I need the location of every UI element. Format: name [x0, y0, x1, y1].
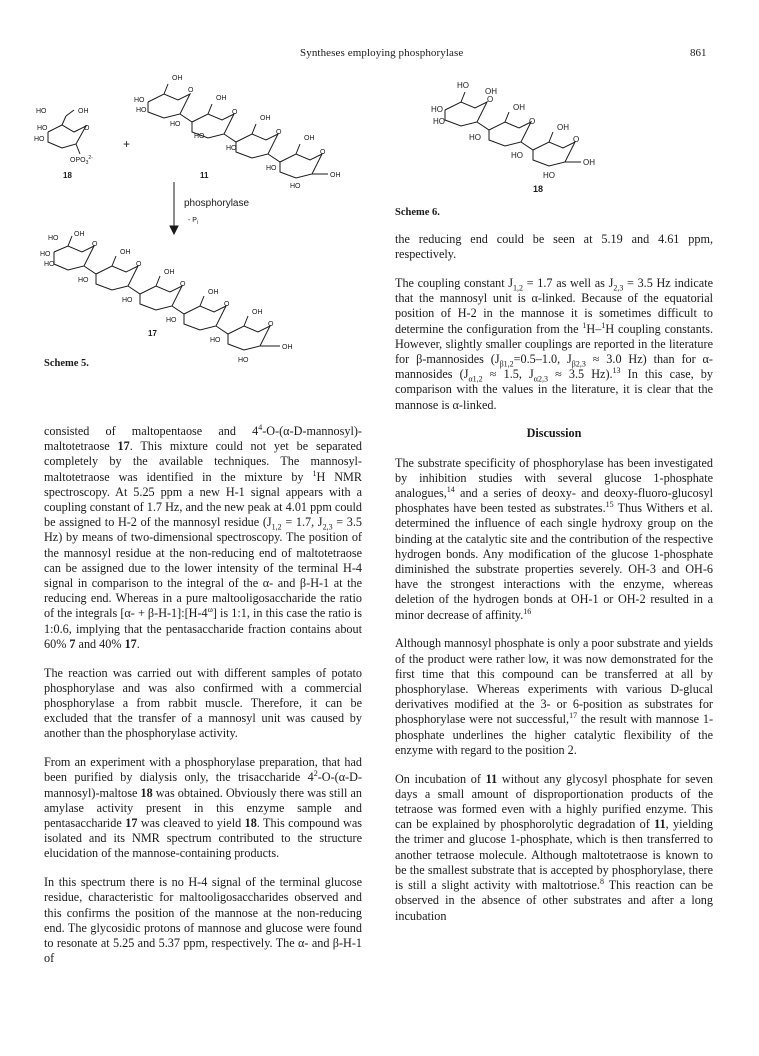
right-paragraph-2: The coupling constant $J_{1,2} = 1.7$ as well as $J_{2,3} = 3.5$ Hz indicate that the mannosyl unit is α-linked. Because of the equatorial position of H-2 in the mannose it is sometimes difficult to determine the configuration from the $^1$H–$^1$H coupling constants. However, slightly smaller couplings are reported in the literature for β-mannosides ($J_{\beta 1,2}=0.5-1.0$, $J_{\beta 2,3} \approx 3.0$ Hz) than for α-mannosides ($J_{\alpha 1,2} \approx 1.5$, $J_{\alpha 2,3} \approx 3.5$ Hz).$^{13}$ In this case, by comparison with the values in the literature, it is clear that the mannose is α-linked.: [395, 276, 713, 412]
compound-label-18: 18: [63, 171, 72, 180]
svg-text:HO: HO: [134, 97, 145, 104]
scheme5-caption: Scheme 5.: [44, 358, 89, 369]
svg-text:OH: OH: [330, 172, 341, 179]
svg-text:O: O: [320, 149, 326, 156]
svg-text:HO: HO: [48, 235, 59, 242]
compound-label-17: 17: [148, 329, 157, 338]
scheme6-caption: Scheme 6.: [395, 207, 440, 218]
svg-text:HO: HO: [210, 337, 221, 344]
svg-text:O: O: [188, 87, 194, 94]
svg-text:OH: OH: [74, 231, 85, 238]
svg-text:OH: OH: [513, 103, 525, 112]
svg-text:OH: OH: [164, 269, 175, 276]
svg-text:O: O: [573, 135, 580, 144]
svg-text:HO: HO: [36, 108, 47, 115]
svg-text:O: O: [232, 109, 238, 116]
running-header: Syntheses employing phosphorylase: [300, 47, 464, 59]
svg-text:OH: OH: [252, 309, 263, 316]
svg-text:HO: HO: [37, 125, 48, 132]
mannose-phosphate-structure: [34, 108, 93, 180]
svg-text:O: O: [268, 321, 274, 328]
svg-text:HO: HO: [238, 357, 249, 364]
svg-text:HO: HO: [170, 121, 181, 128]
svg-text:phosphorylase: phosphorylase: [184, 198, 250, 209]
left-paragraph-1: consisted of maltopentaose and $4^4-O-(\alpha-D-mannosyl)$-maltotetraose 17. This mixture could not yet be separated completely by the available techniques. The mannosyl-maltotetraose was identified in the mixture by $^1$H NMR spectroscopy. At 5.25 ppm a new H-1 signal appears with a coupling constant of 1.7 Hz, and the new peak at 4.01 ppm could be assigned to H-2 of the mannosyl residue ($J_{1,2} = 1.7$, $J_{2,3} = 3.5$ Hz) by means of two-dimensional spectroscopy. The position of the mannosyl residue at the non-reducing end of maltotetraose can be assigned due to the lower intensity of the terminal H-4 signal in comparison to the integral of the α- and β-H-1 at the reducing end. Whereas in a pure maltooligosaccharide the ratio of the integrals $[\alpha- + \beta-H-1]:[H-4^\omega]$ is 1:1, in this case the ratio is 1:0.6, implying that the pentasaccharide fraction contains about 60% 7 and 40% 17.: [44, 422, 362, 651]
svg-text:HO: HO: [34, 136, 45, 143]
right-paragraph-4: Although mannosyl phosphate is only a poor substrate and yields of the product were rather low, it was now demonstrated for the first time that this compound can be transferred at all by phosphorylase. Whereas experiments with various D-glucal derivatives modified at the 3- or 6-position as substrates for phosphorylase were not successful,$^{17}$ the result with mannose 1-phosphate underlines the higher catalytic flexibility of the enzyme with regard to the position 2.: [395, 636, 714, 757]
left-column: [44, 424, 362, 980]
svg-text:O: O: [84, 125, 90, 132]
svg-text:- Pi: - $P_i$: [188, 217, 199, 226]
svg-text:OH: OH: [172, 75, 183, 82]
svg-text:HO: HO: [40, 251, 51, 258]
svg-text:HO: HO: [226, 145, 237, 152]
scheme6-compound-label: 18: [533, 184, 544, 194]
svg-text:HO: HO: [469, 133, 481, 142]
svg-text:OH: OH: [78, 108, 89, 115]
svg-text:HO: HO: [166, 317, 177, 324]
right-paragraph-3: The substrate specificity of phosphorylase has been investigated by inhibition studies with several glucose 1-phosphate analogues,$^{14}$ and a series of deoxy- and deoxy-fluoro-glucosyl phosphates have been tested as substrates.$^{15}$ Thus Withers et al. determined the influence of each single hydroxy group on the binding at the catalytic site and the contribution of the respective hydrogen bonds. Any modification of the glucose 1-phosphate diminished the substrate properties severely. OH-3 and OH-6 have the strongest interactions with the enzyme, whereas deletion of the hydrogen bonds at OH-1 or OH-2 resulted in a minor decrease of affinity.$^{16}$: [395, 455, 713, 622]
left-paragraph-4: In this spectrum there is no H-4 signal of the terminal glucose residue, characteristic for maltooligosaccharides observed and this confirms the position of the mannose at the non-reducing end. The glycosidic protons of mannose and glucose were found to resonate at 5.25 and 5.37 ppm, respectively. The α- and β-H-1 of: [44, 875, 362, 966]
svg-text:OH: OH: [282, 344, 293, 351]
right-paragraph-1: the reducing end could be seen at 5.19 and 4.61 ppm, respectively.: [395, 232, 713, 262]
svg-text:OPO32-: $OPO_3^{2-}$: [70, 155, 93, 166]
svg-text:HO: HO: [136, 107, 147, 114]
svg-text:HO: HO: [511, 151, 523, 160]
pentasaccharide-structure: [40, 231, 293, 364]
svg-text:O: O: [529, 117, 536, 126]
svg-text:OH: OH: [120, 249, 131, 256]
reaction-arrow: [170, 182, 249, 234]
maltotetraose-structure: [134, 75, 341, 190]
svg-text:O: O: [224, 301, 230, 308]
left-paragraph-3: From an experiment with a phosphorylase preparation, that had been purified by dialysis only, the trisaccharide $4^2-O-(\alpha-D-mannosyl)$-maltose 18 was obtained. Obviously there was still an amylase activity present in this enzyme sample and pentasaccharide 17 was cleaved to yield 18. This compound was isolated and its NMR spectrum contributed to the structure elucidation of the mannose-containing products.: [44, 755, 362, 861]
svg-text:OH: OH: [557, 123, 569, 132]
svg-text:HO: HO: [433, 117, 445, 126]
right-column: [395, 232, 713, 937]
compound-label-11: 11: [200, 171, 209, 180]
svg-text:HO: HO: [44, 261, 55, 268]
section-heading-discussion: Discussion: [526, 426, 582, 441]
svg-text:OH: OH: [583, 158, 595, 167]
svg-text:OH: OH: [485, 87, 497, 96]
svg-text:HO: HO: [543, 171, 555, 180]
right-paragraph-5: On incubation of 11 without any glycosyl phosphate for seven days a small amount of disproportionation products of the tetraose was formed even with a highly purified enzyme. This can be explained by phosphorolytic degradation of 11, yielding the trimer and glucose 1-phosphate, which is then transferred to another tetraose molecule. Although maltotetraose is known to be the smallest substrate that is accepted by phosphorylase, there is still a slight activity with maltotriose.$^8$ This reaction can be observed in the absence of other substrates and after a long incubation: [395, 771, 713, 923]
scheme6-figure: [405, 80, 725, 210]
svg-text:HO: HO: [431, 105, 443, 114]
svg-text:O: O: [136, 261, 142, 268]
svg-text:HO: HO: [457, 81, 469, 90]
svg-text:HO: HO: [122, 297, 133, 304]
plus-sign: +: [123, 137, 131, 151]
svg-text:HO: HO: [78, 277, 89, 284]
svg-text:O: O: [487, 95, 494, 104]
svg-text:O: O: [180, 281, 186, 288]
left-paragraph-2: The reaction was carried out with different samples of potato phosphorylase and was also confirmed with a commercial phosphorylase a from rabbit muscle. Therefore, it can be excluded that the transfer of a mannosyl unit was caused by another than the phosphorylase activity.: [44, 665, 362, 741]
svg-text:OH: OH: [208, 289, 219, 296]
svg-text:O: O: [276, 129, 282, 136]
page-number: 861: [690, 47, 707, 59]
svg-text:OH: OH: [216, 95, 227, 102]
svg-text:HO: HO: [194, 133, 205, 140]
svg-text:HO: HO: [266, 165, 277, 172]
svg-text:OH: OH: [304, 135, 315, 142]
svg-text:O: O: [92, 241, 98, 248]
svg-text:HO: HO: [290, 183, 301, 190]
svg-text:OH: OH: [260, 115, 271, 122]
